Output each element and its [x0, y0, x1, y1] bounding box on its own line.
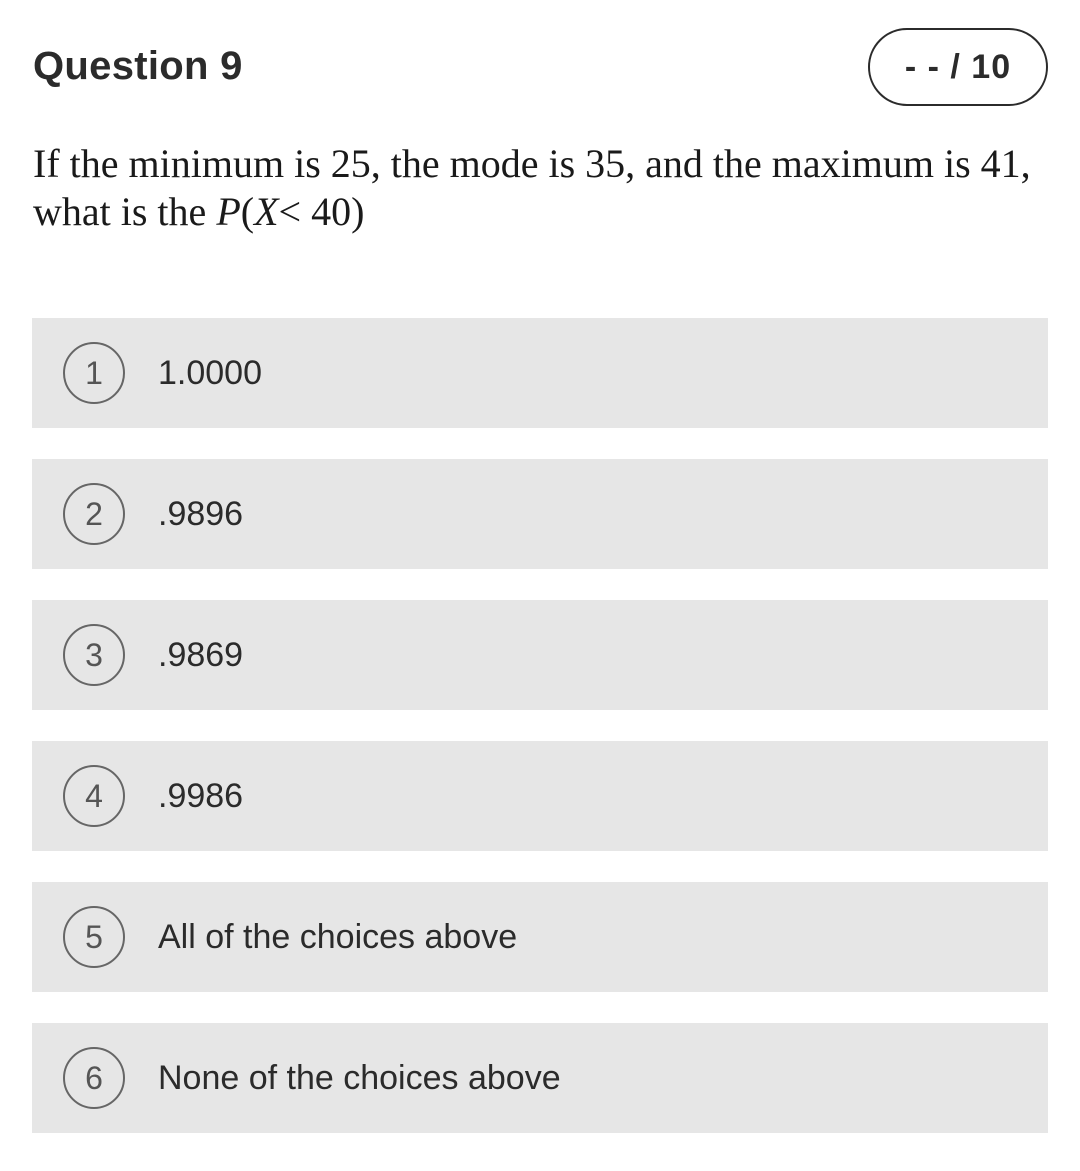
question-prompt-text: If the minimum is 25, the mode is 35, and the maximum is 41, what is the [33, 141, 1031, 234]
option-text: .9986 [158, 776, 244, 815]
question-title: Question 9 [33, 44, 243, 88]
math-open-paren: ( [240, 189, 255, 234]
option-number-badge: 4 [63, 765, 125, 827]
question-prompt [33, 140, 1033, 236]
answer-option-6[interactable] [32, 1023, 1048, 1133]
answer-option-4[interactable] [32, 741, 1048, 851]
answer-options [32, 318, 1048, 1164]
option-number-badge: 1 [63, 342, 125, 404]
answer-option-2[interactable] [32, 459, 1048, 569]
option-text: 1.0000 [158, 353, 262, 392]
option-number-badge: 2 [63, 483, 125, 545]
answer-option-5[interactable] [32, 882, 1048, 992]
option-number-badge: 6 [63, 1047, 125, 1109]
option-text: All of the choices above [158, 917, 518, 956]
option-number-badge: 5 [63, 906, 125, 968]
option-number-badge: 3 [63, 624, 125, 686]
answer-option-1[interactable] [32, 318, 1048, 428]
option-text: None of the choices above [158, 1058, 561, 1097]
option-text: .9896 [158, 494, 244, 533]
math-x: X [254, 189, 279, 234]
question-header [33, 28, 1048, 110]
math-p: P [216, 189, 241, 234]
score-badge: - - / 10 [868, 28, 1048, 106]
option-text: .9869 [158, 635, 244, 674]
math-rest: < 40) [278, 189, 365, 234]
answer-option-3[interactable] [32, 600, 1048, 710]
